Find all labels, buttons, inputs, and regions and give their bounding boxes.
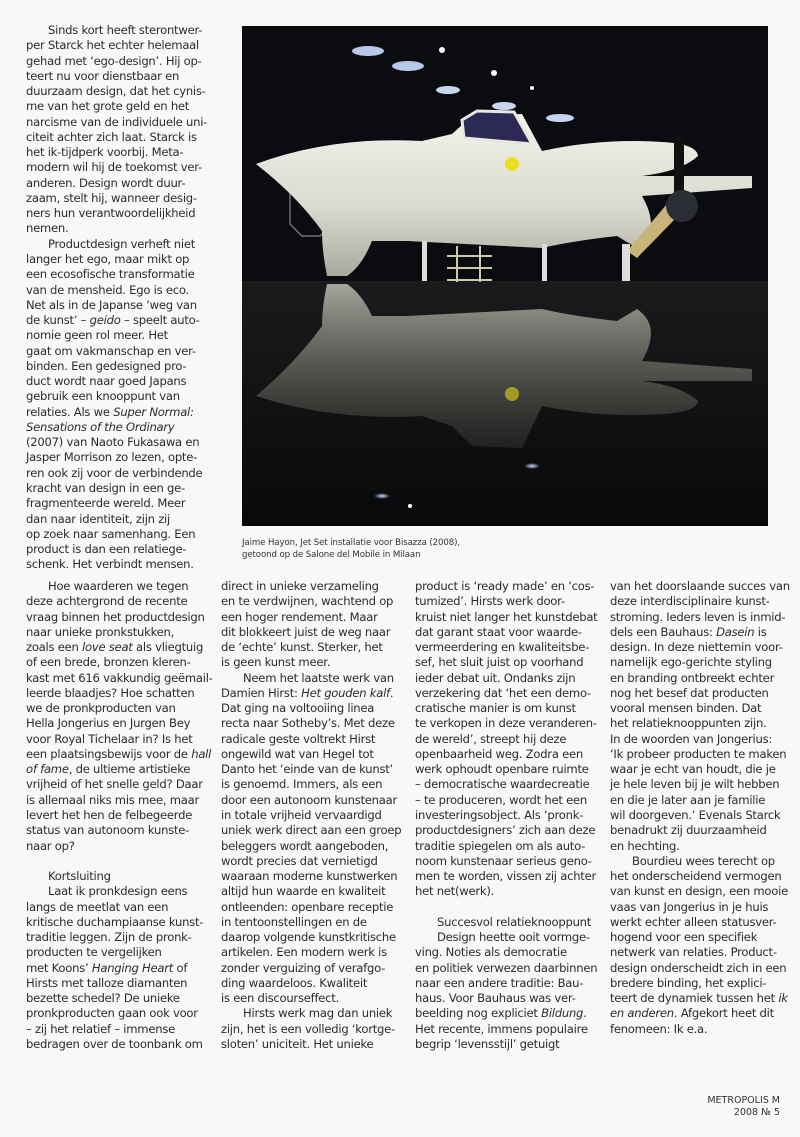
text-line: – zij het relatief – immense [26, 1021, 175, 1036]
text-line: Bourdieu wees terecht op [632, 853, 775, 868]
text-line: teert nu voor dienstbaar en [26, 68, 180, 83]
text-line: schenk. Het verbindt mensen. [26, 557, 194, 572]
text-line: dat garant staat voor waarde- [415, 624, 582, 639]
text-line: je hele leven bij je wilt hebben [610, 777, 780, 792]
page-footer [707, 1095, 780, 1118]
text-line: een ecosofische transformatie [26, 267, 195, 282]
text-line: werk ophoudt openbare ruimte [415, 762, 589, 777]
text-line: zaam, stelt hij, wanneer desig- [26, 190, 197, 205]
text-line: men te worden, vissen zij achter [415, 869, 596, 884]
text-line: ongewild wat van Hegel tot [221, 746, 374, 761]
text-line: Sinds kort heeft sterontwer- [48, 23, 203, 37]
text-line: product is ‘ready made’ en ‘cos- [415, 579, 595, 593]
text-line: te verkopen in deze veranderen- [415, 716, 597, 731]
paragraph-gap [415, 900, 597, 915]
text-line: haus. Voor Bauhaus was ver- [415, 991, 576, 1006]
text-line: en die je later aan je familie [610, 792, 766, 807]
text-line: ren ook zij voor de verbindende [26, 465, 203, 480]
text-line: hogend voor een specifiek [610, 930, 758, 945]
text-line: waar je echt van houdt, die je [610, 762, 776, 777]
text-line: Het recente, immens populaire [415, 1021, 588, 1036]
text-line: langs de meetlat van een [26, 899, 169, 914]
text-line: anderen. Design wordt duur- [26, 175, 186, 190]
text-line: beleggers wordt aangeboden, [221, 838, 389, 853]
text-line: dels een Bauhaus: Dasein is [610, 624, 767, 639]
text-line: vaas van Jongerius in je huis [610, 899, 769, 914]
text-line: benadrukt zij duurzaamheid [610, 823, 767, 838]
text-line: radicale geste voltrekt Hirst [221, 731, 376, 746]
text-line: Neem het laatste werk van [243, 670, 394, 685]
text-line: traditie spiegelen om als auto- [415, 838, 586, 853]
text-line: wil doorgeven.’ Evenals Starck [610, 807, 781, 822]
text-line: het ik-tijdperk voorbij. Meta- [26, 145, 184, 160]
text-line: ners hun verantwoordelijkheid [26, 206, 196, 221]
text-line: bezette schedel? De unieke [26, 991, 180, 1006]
text-line: investeringsobject. Als ‘pronk- [415, 807, 584, 822]
text-line: altijd hun waarde en kwaliteit [221, 884, 386, 899]
text-line: duct wordt naar goed Japans [26, 374, 187, 389]
yellow-dot [505, 157, 519, 171]
text-line: design onderscheidt zich in een [610, 960, 787, 975]
text-line: Net als in de Japanse ‘weg van [26, 297, 197, 312]
text-line: deze achtergrond de recente [26, 594, 188, 609]
text-line: we de pronkproducten van [26, 701, 176, 716]
text-line: en hechting. [610, 838, 680, 853]
text-line: fragmenteerde wereld. Meer [26, 496, 186, 511]
text-line: van de mensheid. Ego is eco. [26, 282, 189, 297]
text-line: producten te vergelijken [26, 945, 162, 960]
text-line: sloten’ uniciteit. Het unieke [221, 1036, 374, 1051]
text-line: ving. Noties als democratie [415, 945, 567, 960]
text-line: het relatieknooppunten zijn. [610, 716, 767, 731]
text-line: de ‘echte’ kunst. Sterker, het [221, 640, 383, 655]
text-line: dan naar identiteit, zijn zij [26, 511, 170, 526]
text-line: per Starck het echter helemaal [26, 38, 199, 53]
text-line: de kunst’ – geido – speelt auto- [26, 313, 200, 328]
text-line: wordt precies dat vernietigd [221, 853, 378, 868]
text-line: netwerk van relaties. Product- [610, 945, 777, 960]
text-line: waaraan moderne kunstwerken [221, 869, 398, 884]
text-line: begrip ‘levensstijl’ getuigt [415, 1036, 560, 1051]
text-line: binden. Een gedesigned pro- [26, 358, 187, 373]
paragraph-gap [26, 854, 213, 869]
article-column-1-top [26, 23, 207, 573]
text-line: ‘Ik probeer producten te maken [610, 746, 787, 761]
text-line: direct in unieke verzameling [221, 579, 379, 593]
section-heading: Succesvol relatieknooppunt [437, 914, 592, 929]
text-line: zonder verguizing of verafgo- [221, 960, 386, 975]
article-column-2 [221, 579, 401, 1052]
text-line: gehad met ‘ego-design’. Hij op- [26, 53, 202, 68]
text-line: duurzaam design, dat het cynis- [26, 84, 206, 99]
text-line: is genoemd. Immers, als een [221, 777, 383, 792]
text-line: Hirsts met talloze diamanten [26, 975, 188, 990]
text-line: en politiek verwezen daarbinnen [415, 960, 598, 975]
text-line: en branding ontbreekt echter [610, 670, 775, 685]
text-line: kast met 616 vakkundig geëmail- [26, 670, 213, 685]
text-line: narcisme van de individuele uni- [26, 114, 208, 129]
text-line: de wereld’, streept hij deze [415, 731, 567, 746]
text-line: vrijheid of het snelle geld? Daar [26, 777, 203, 792]
text-line: bredere binding, het explici- [610, 975, 767, 990]
text-line: beelding nog expliciet Bildung. [415, 1006, 587, 1021]
text-line: kruist niet langer het kunstdebat [415, 609, 598, 624]
caption-line-1: Jaime Hayon, Jet Set installatie voor Bisazza (2008), [242, 538, 461, 548]
text-line: een plaatsingsbewijs voor de hall [26, 746, 212, 761]
photo-caption [242, 538, 460, 561]
text-line: het onderscheidend vermogen [610, 869, 782, 884]
text-line: Danto het ‘einde van de kunst’ [221, 762, 393, 777]
text-line: product is dan een relatiege- [26, 542, 187, 557]
text-line: is geen kunst meer. [221, 655, 331, 670]
text-line: nomie geen rol meer. Het [26, 328, 168, 343]
text-line: me van het grote geld en het [26, 99, 190, 114]
jet-set-installation-image [242, 26, 768, 526]
text-line: relaties. Als we Super Normal: [26, 404, 194, 419]
text-line: met Koons’ Hanging Heart of [26, 960, 188, 975]
text-line: nog het besef dat producten [610, 685, 769, 700]
text-line: vooral mensen binden. Dat [610, 701, 762, 716]
text-line: traditie leggen. Zijn de pronk- [26, 930, 192, 945]
caption-line-2: getoond op de Salone del Mobile in Milaan [242, 549, 421, 560]
text-line: Hella Jongerius en Jurgen Bey [26, 716, 191, 731]
article-column-1-bottom [26, 579, 213, 1052]
text-line: op zoek naar samenhang. Een [26, 526, 196, 541]
text-line: naar op? [26, 838, 75, 853]
text-line: en anderen. Afgekort heet dit [610, 1006, 774, 1021]
text-line: – te produceren, wordt het een [415, 792, 587, 807]
text-line: zoals een love seat als vliegtuig [26, 640, 204, 655]
text-line: teert de dynamiek tussen het ik [610, 991, 788, 1006]
text-line: sef, het sluit juist op voorhand [415, 655, 584, 670]
text-line: Sensations of the Ordinary [26, 419, 175, 434]
text-line: uniek werk direct aan een groep [221, 823, 402, 838]
text-line: naar unieke pronkstukken, [26, 624, 175, 639]
text-line: Productdesign verheft niet [48, 236, 196, 251]
text-line: namelijk ego-gerichte styling [610, 655, 772, 670]
text-line: daarop volgende kunstkritische [221, 930, 396, 945]
text-line: Laat ik pronkdesign eens [48, 884, 188, 899]
text-line: Jasper Morrison zo lezen, opte- [26, 450, 198, 465]
text-line: langer het ego, maar mikt op [26, 251, 190, 266]
article-photo [242, 26, 768, 526]
text-line: ding waardeloos. Kwaliteit [221, 975, 368, 990]
text-line: ontleenden: openbare receptie [221, 899, 394, 914]
text-line: werkt echter alleen statusver- [610, 914, 777, 929]
text-line: Damien Hirst: Het gouden kalf. [221, 685, 394, 700]
article-column-4 [610, 579, 790, 1037]
text-line: deze interdisciplinaire kunst- [610, 594, 770, 609]
text-line: voor Royal Tichelaar in? Is het [26, 731, 193, 746]
text-line: levert het hen de felbegeerde [26, 807, 193, 822]
text-line: in totale vrijheid vervaardigd [221, 807, 382, 822]
text-line: zijn, het is een volledig ‘kortge- [221, 1021, 395, 1036]
text-line: Design heette ooit vormge- [437, 930, 590, 945]
text-line: leerde blaadjes? Hoe schatten [26, 685, 195, 700]
text-line: artikelen. Een modern werk is [221, 945, 387, 960]
text-line: nemen. [26, 221, 69, 236]
text-line: Hirsts werk mag dan uniek [243, 1006, 393, 1021]
text-line: stroming. Ieders leven is inmid- [610, 609, 786, 624]
text-line: Dat ging na voltooiing linea [221, 701, 375, 716]
text-line: recta naar Sotheby’s. Met deze [221, 716, 395, 731]
text-line: het net(werk). [415, 884, 495, 899]
text-line: ieder debat uit. Ondanks zijn [415, 670, 576, 685]
text-line: bedragen over de toonbank om [26, 1036, 203, 1051]
section-heading: Kortsluiting [48, 869, 111, 884]
text-line: status van autonoom kunste- [26, 823, 190, 838]
text-line: cratische manier is om kunst [415, 701, 576, 716]
text-line: kritische duchampiaanse kunst- [26, 914, 204, 929]
text-line: van kunst en design, een mooie [610, 884, 788, 899]
text-line: vermeerdering en kwaliteitsbe- [415, 640, 590, 655]
text-line: een hoger rendement. Maar [221, 609, 378, 624]
text-line: verzekering dat ‘het een demo- [415, 685, 591, 700]
text-line: – democratische waardecreatie [415, 777, 590, 792]
text-line: naar een andere traditie: Bau- [415, 975, 584, 990]
text-line: dit blokkeert juist de weg naar [221, 624, 391, 639]
text-line: van het doorslaande succes van [610, 579, 790, 593]
text-line: kracht van design in een ge- [26, 480, 185, 495]
text-line: gaat om vakmanschap en ver- [26, 343, 196, 358]
text-line: in tentoonstellingen en de [221, 914, 367, 929]
text-line: pronkproducten gaan ook voor [26, 1006, 198, 1021]
text-line: modern wil hij de toekomst ver- [26, 160, 202, 175]
text-line: openbaarheid weg. Zodra een [415, 746, 583, 761]
article-column-3 [415, 579, 597, 1052]
text-line: is een discourseffect. [221, 991, 340, 1006]
text-line: Hoe waarderen we tegen [48, 579, 189, 593]
text-line: door een autonoom kunstenaar [221, 792, 397, 807]
text-line: citeit achter zich laat. Starck is [26, 129, 197, 144]
issue-number: 2008 № 5 [733, 1106, 780, 1118]
text-line: fenomeen: Ik e.a. [610, 1021, 708, 1036]
text-line: productdesigners’ zich aan deze [415, 823, 596, 838]
text-line: of een brede, bronzen kleren- [26, 655, 191, 670]
text-line: en te verdwijnen, wachtend op [221, 594, 394, 609]
text-line: is allemaal niks mis mee, maar [26, 792, 199, 807]
text-line: gebruik een knooppunt van [26, 389, 180, 404]
text-line: noom kunstenaar serieus geno- [415, 853, 592, 868]
text-line: design. In deze niettemin voor- [610, 640, 783, 655]
text-line: vraag binnen het productdesign [26, 609, 205, 624]
text-line: tumized’. Hirsts werk door- [415, 594, 565, 609]
text-line: In de woorden van Jongerius: [610, 731, 773, 746]
text-line: (2007) van Naoto Fukasawa en [26, 435, 200, 450]
text-line: of fame, de ultieme artistieke [26, 762, 191, 777]
magazine-name: METROPOLIS M [707, 1095, 780, 1106]
